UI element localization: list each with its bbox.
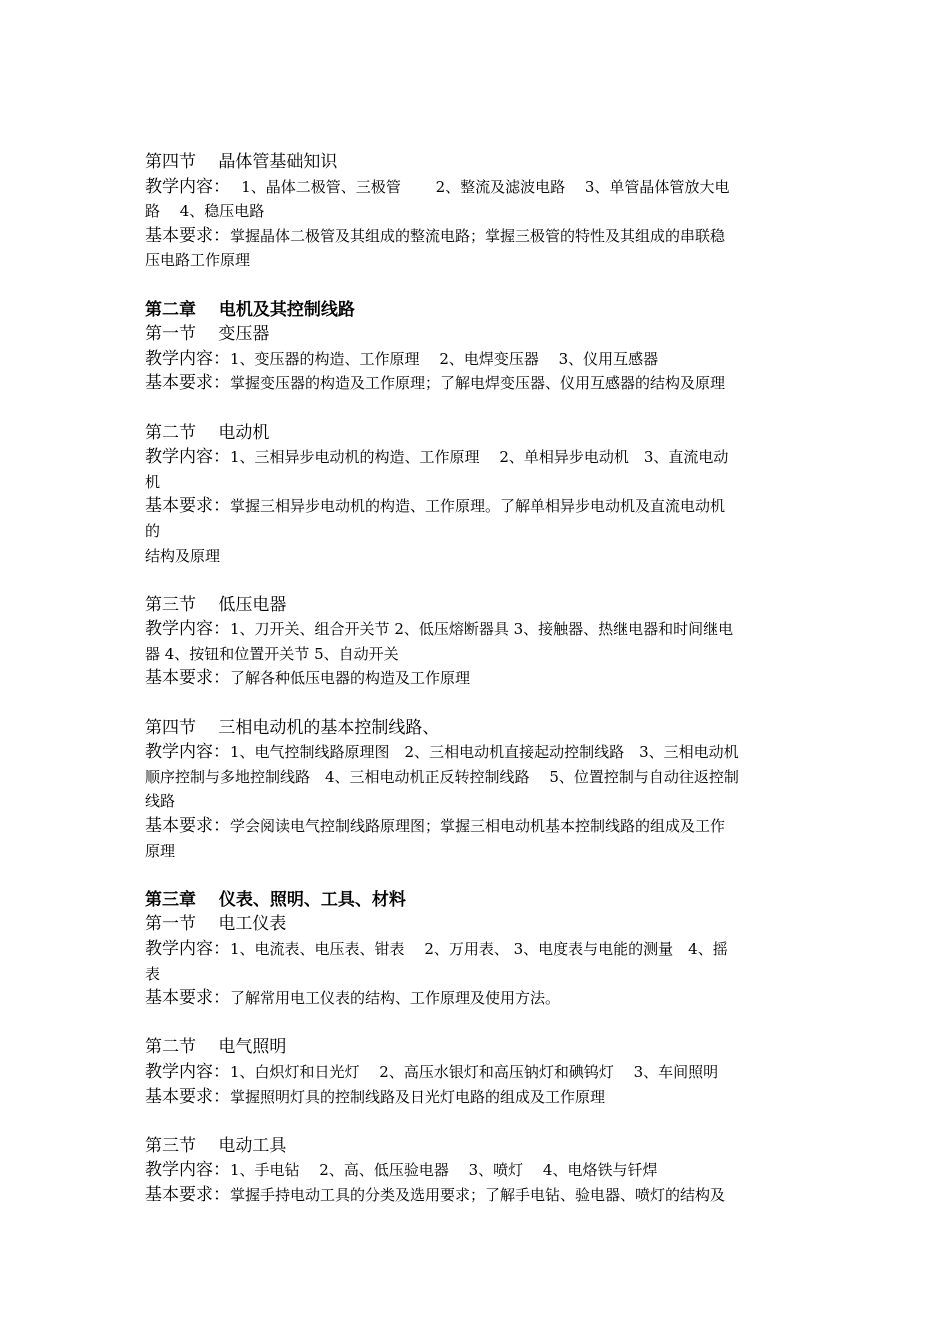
field-text: 1、手电钻 2、高、低压验电器 3、喷灯 4、电烙铁与钎焊 — [230, 1161, 658, 1180]
field-label: 基本要求： — [145, 373, 230, 394]
spacer — [145, 1109, 810, 1134]
continuation-line: 压电路工作原理 — [145, 251, 251, 270]
field-text: 了解各种低压电器的构造及工作原理 — [230, 669, 471, 688]
field-label: 教学内容： — [145, 1061, 230, 1082]
field-label: 基本要求： — [145, 668, 230, 689]
field-label: 基本要求： — [145, 816, 230, 837]
continuation-line: 路 4、稳压电路 — [145, 202, 265, 221]
document-body — [145, 150, 810, 1208]
chapter-title: 第二章 电机及其控制线路 — [145, 299, 355, 320]
field-text: 1、白炽灯和日光灯 2、高压水银灯和高压钠灯和碘钨灯 3、车间照明 — [230, 1062, 719, 1081]
paragraph-line — [145, 1183, 810, 1208]
paragraph-line — [145, 740, 810, 765]
paragraph-line — [145, 224, 810, 249]
spacer — [145, 396, 810, 421]
paragraph-line — [145, 347, 810, 372]
spacer — [145, 1011, 810, 1036]
paragraph-line — [145, 371, 810, 396]
spacer — [145, 691, 810, 716]
paragraph-line — [145, 937, 810, 962]
field-text: 1、电气控制线路原理图 2、三相电动机直接起动控制线路 3、三相电动机 — [230, 743, 739, 762]
section-title: 第三节 低压电器 — [145, 594, 287, 615]
field-label: 基本要求： — [145, 225, 230, 246]
field-text: 掌握三相异步电动机的构造、工作原理。了解单相异步电动机及直流电动机 — [230, 497, 726, 516]
section-title: 第一节 电工仪表 — [145, 914, 287, 935]
section-title: 第二节 电动机 — [145, 422, 270, 443]
field-label: 教学内容： — [145, 1160, 230, 1181]
field-text: 1、变压器的构造、工作原理 2、电焊变压器 3、仪用互感器 — [230, 349, 659, 368]
continuation-line: 器 4、按钮和位置开关节 5、自动开关 — [145, 644, 399, 663]
field-label: 教学内容： — [145, 619, 230, 640]
field-label: 基本要求： — [145, 1184, 230, 1205]
section-title: 第四节 晶体管基础知识 — [145, 152, 338, 172]
continuation-line: 结构及原理 — [145, 546, 221, 565]
section-title: 第一节 变压器 — [145, 324, 270, 345]
paragraph-line — [145, 666, 810, 691]
field-label: 教学内容： — [145, 742, 230, 763]
paragraph-line — [145, 617, 810, 642]
chapter-title: 第三章 仪表、照明、工具、材料 — [145, 889, 406, 910]
field-text: 掌握手持电动工具的分类及选用要求；了解手电钻、验电器、喷灯的结构及 — [230, 1185, 726, 1204]
section-title: 第三节 电动工具 — [145, 1135, 287, 1156]
paragraph-line — [145, 1060, 810, 1085]
continuation-line: 机 — [145, 472, 161, 491]
field-text: 学会阅读电气控制线路原理图；掌握三相电动机基本控制线路的组成及工作 — [230, 817, 726, 836]
field-text: 掌握照明灯具的控制线路及日光灯电路的组成及工作原理 — [230, 1087, 606, 1106]
field-text: 掌握晶体二极管及其组成的整流电路；掌握三极管的特性及其组成的串联稳 — [230, 226, 726, 245]
continuation-line: 表 — [145, 964, 161, 983]
field-label: 教学内容： — [145, 939, 230, 959]
field-text: 1、电流表、电压表、钳表 2、万用表、 3、电度表与电能的测量 4、摇 — [230, 940, 728, 958]
paragraph-line — [145, 1085, 810, 1110]
field-label: 教学内容： — [145, 176, 222, 197]
field-label: 基本要求： — [145, 1086, 230, 1107]
continuation-line: 原理 — [145, 841, 176, 860]
field-label: 基本要求： — [145, 496, 230, 517]
paragraph-line — [145, 1158, 810, 1183]
paragraph-line — [145, 175, 810, 200]
field-text: 1、晶体二极管、三极管 2、整流及滤波电路 3、单管晶体管放大电 — [221, 177, 730, 196]
paragraph-line — [145, 986, 810, 1011]
continuation-line: 顺序控制与多地控制线路 4、三相电动机正反转控制线路 5、位置控制与自动往返控制 — [145, 767, 739, 786]
field-text: 了解常用电工仪表的结构、工作原理及使用方法。 — [230, 989, 561, 1008]
field-text: 掌握变压器的构造及工作原理；了解电焊变压器、仪用互感器的结构及原理 — [230, 374, 726, 393]
continuation-line: 线路 — [145, 792, 176, 811]
section-title: 第四节 三相电动机的基本控制线路、 — [145, 717, 440, 738]
paragraph-line — [145, 814, 810, 839]
paragraph-line — [145, 494, 810, 519]
section-title: 第二节 电气照明 — [145, 1037, 287, 1058]
field-label: 教学内容： — [145, 447, 230, 468]
field-label: 基本要求： — [145, 988, 230, 1009]
field-text: 1、刀开关、组合开关节 2、低压熔断器具 3、接触器、热继电器和时间继电 — [230, 620, 734, 639]
field-label: 教学内容： — [145, 348, 230, 369]
field-text: 1、三相异步电动机的构造、工作原理 2、单相异步电动机 3、直流电动 — [230, 448, 729, 467]
spacer — [145, 863, 810, 888]
paragraph-line — [145, 445, 810, 470]
spacer — [145, 568, 810, 593]
spacer — [145, 273, 810, 298]
continuation-line: 的 — [145, 521, 161, 540]
